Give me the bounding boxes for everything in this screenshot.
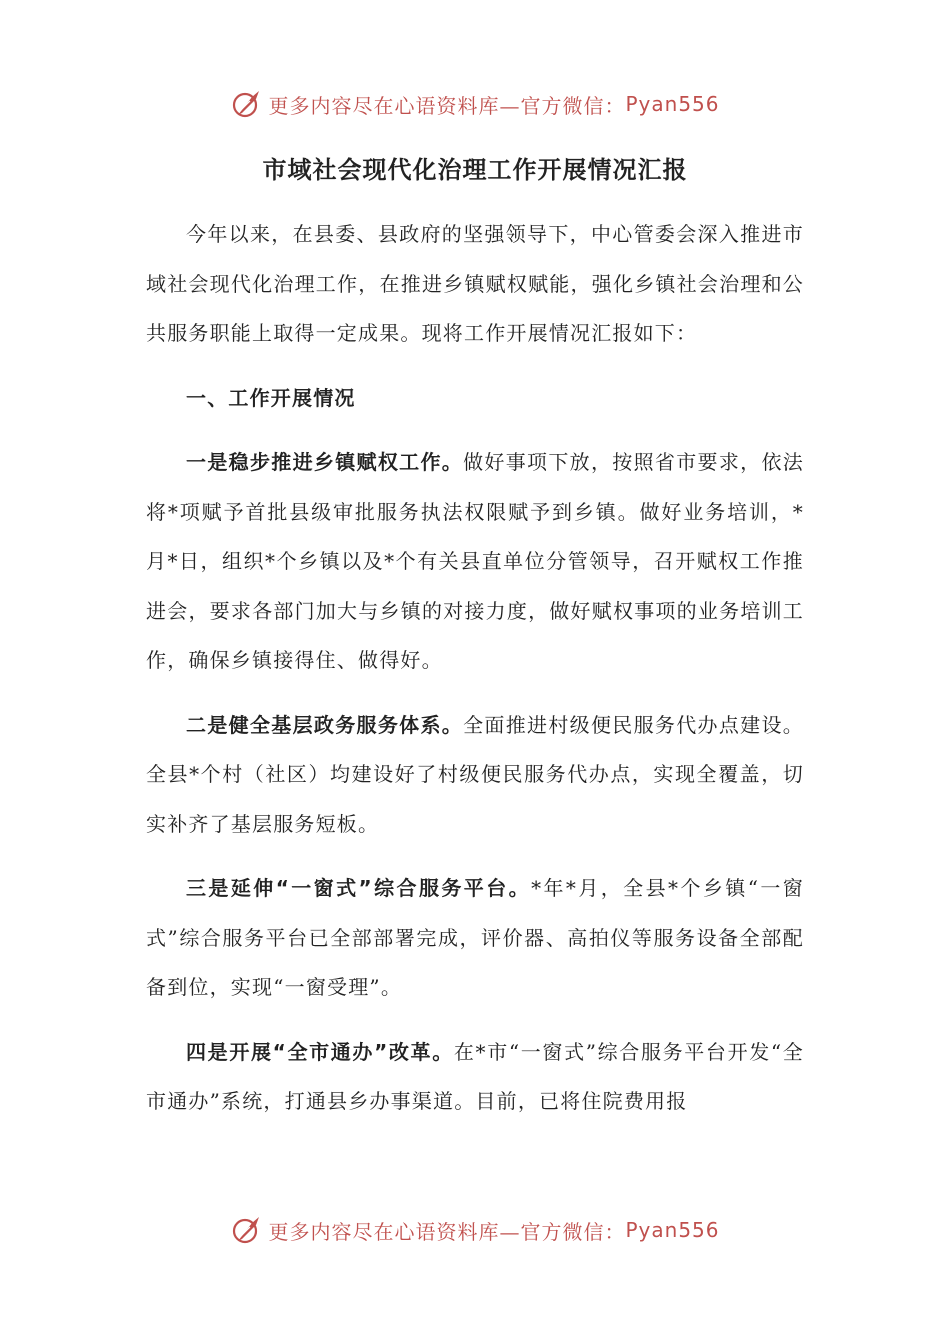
item-paragraph	[146, 701, 804, 850]
watermark-wechat-id: Pyan556	[625, 1218, 720, 1242]
quill-pen-logo-icon	[230, 87, 264, 121]
watermark-text: 更多内容尽在心语资料库—官方微信：	[268, 1219, 626, 1244]
quill-pen-logo-icon	[230, 1213, 264, 1247]
item-body: 全面推进村级便民服务代办点建设。全县*个村（社区）均建设好了村级便民服务代办点，实现全覆盖，切实补齐了基层服务短板。	[146, 712, 805, 836]
item-lead: 四是开展“全市通办”改革。	[186, 1039, 454, 1064]
item-body: 做好事项下放，按照省市要求，依法将*项赋予首批县级审批服务执法权限赋予到乡镇。做好业务培训，*月*日，组织*个乡镇以及*个有关县直单位分管领导，召开赋权工作推进会，要求各部门加大与乡镇的对接力度，做好赋权事项的业务培训工作，确保乡镇接得住、做得好。	[146, 450, 805, 672]
item-paragraph	[146, 1028, 804, 1127]
item-body: 在*市“一窗式”综合服务平台开发“全市通办”系统，打通县乡办事渠道。目前，已将住院费用报	[146, 1039, 805, 1113]
watermark-wechat-id: Pyan556	[625, 92, 720, 116]
item-lead: 三是延伸“一窗式”综合服务平台。	[186, 876, 532, 900]
item-lead: 一是稳步推进乡镇赋权工作。	[186, 450, 464, 474]
section-heading: 一、工作开展情况	[186, 385, 356, 410]
item-body: *年*月，全县*个乡镇“一窗式”综合服务平台已全部部署完成，评价器、高拍仪等服务设备全部配备到位，实现“一窗受理”。	[146, 876, 804, 999]
item-paragraph	[146, 438, 804, 686]
item-lead: 二是健全基层政务服务体系。	[186, 712, 464, 737]
document-body	[146, 210, 804, 1142]
watermark-banner-top	[0, 84, 950, 124]
item-paragraph	[146, 864, 804, 1013]
document-title: 市域社会现代化治理工作开展情况汇报	[262, 156, 688, 184]
watermark-text: 更多内容尽在心语资料库—官方微信：	[268, 93, 626, 118]
intro-paragraph: 今年以来，在县委、县政府的坚强领导下，中心管委会深入推进市域社会现代化治理工作，在推进乡镇赋权赋能，强化乡镇社会治理和公共服务职能上取得一定成果。现将工作开展情况汇报如下：	[146, 222, 804, 345]
watermark-banner-bottom	[0, 1210, 950, 1250]
